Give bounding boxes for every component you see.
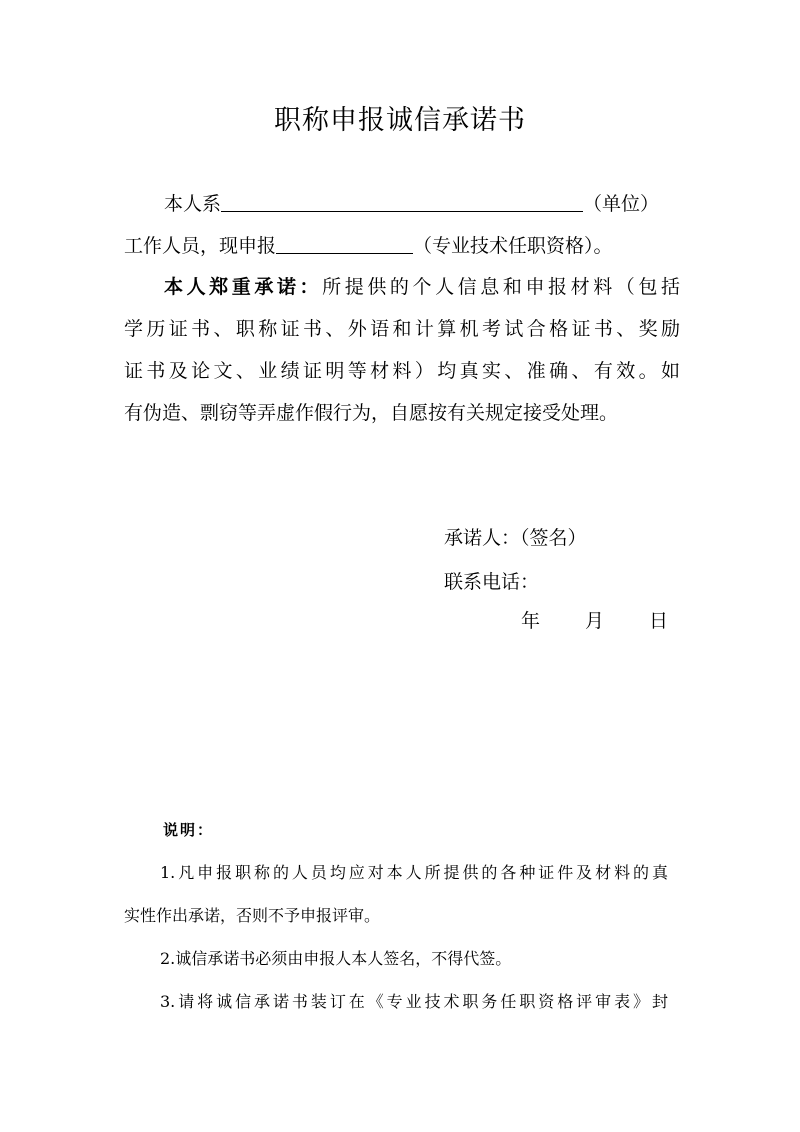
pledge-line-1 <box>124 274 680 300</box>
date-day: 日 <box>649 610 669 632</box>
employer-line <box>124 190 680 217</box>
note-1-line-2: 实性作出承诺，否则不予申报评审。 <box>124 906 381 925</box>
note-1-line-1: 1.凡申报职称的人员均应对本人所提供的各种证件及材料的真 <box>160 863 668 882</box>
pledge-line-3: 证书及论文、业绩证明等材料）均真实、准确、有效。如 <box>124 360 680 382</box>
pledge-line-4: 有伪造、剽窃等弄虚作假行为，自愿按有关规定接受处理。 <box>124 402 619 424</box>
document-title: 职称申报诚信承诺书 <box>274 105 526 136</box>
pledge-text-1: 所提供的个人信息和申报材料（包括 <box>322 276 680 298</box>
pledge-bold-lead: 本人郑重承诺： <box>164 276 323 298</box>
promisor-signature-label: 承诺人：（签名） <box>444 527 587 549</box>
date-month: 月 <box>585 610 605 632</box>
qualification-blank[interactable] <box>276 232 413 254</box>
pledge-line-2: 学历证书、职称证书、外语和计算机考试合格证书、奖励 <box>124 318 680 340</box>
employer-prefix: 本人系 <box>164 193 222 215</box>
date-year: 年 <box>521 610 541 632</box>
qualification-line <box>124 232 680 259</box>
qualification-prefix: 工作人员，现申报 <box>124 235 277 257</box>
employer-blank[interactable] <box>221 190 583 212</box>
qualification-suffix: （专业技术任职资格）。 <box>413 235 613 257</box>
contact-phone-label: 联系电话： <box>444 571 540 593</box>
notes-heading: 说明： <box>163 821 215 839</box>
note-3-line-1: 3.请将诚信承诺书装订在《专业技术职务任职资格评审表》封 <box>160 992 668 1011</box>
note-2: 2.诚信承诺书必须由申报人本人签名，不得代签。 <box>160 949 512 968</box>
employer-suffix: （单位） <box>583 193 660 215</box>
